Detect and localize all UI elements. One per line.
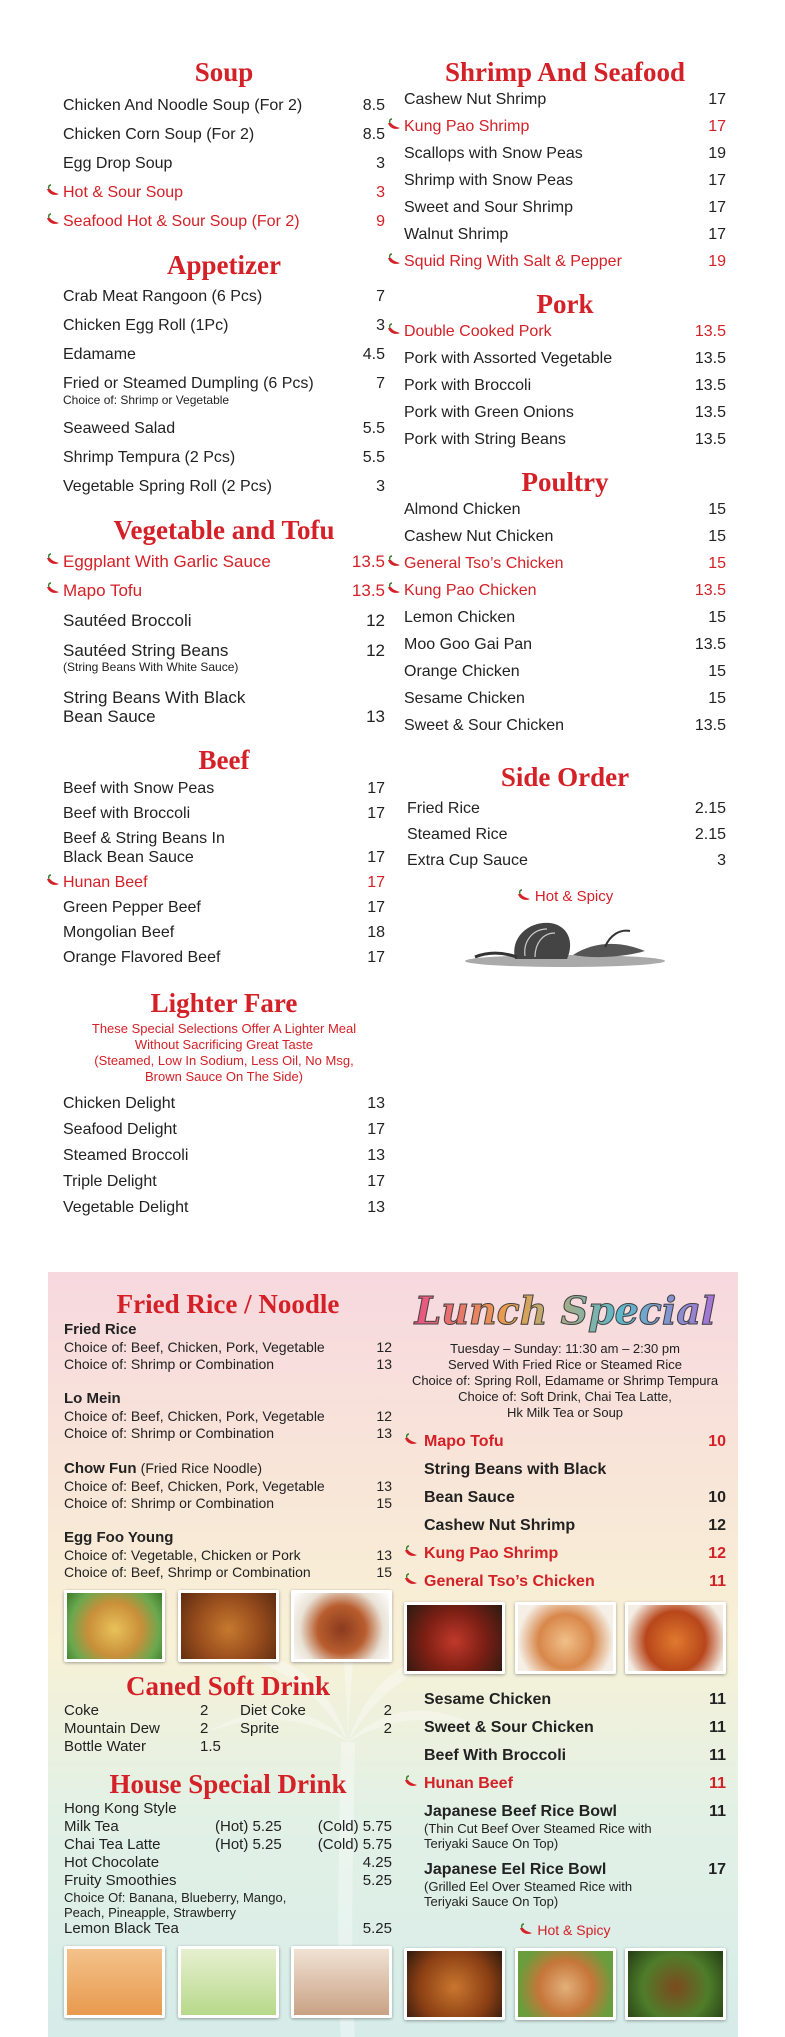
menu-item: Edamame 4.5 bbox=[63, 346, 385, 363]
poultry-title: Poultry bbox=[521, 467, 609, 497]
lunch-item-spicy: Mapo Tofu 10 bbox=[404, 1432, 726, 1451]
lunch-item: Bean Sauce 10 bbox=[424, 1489, 726, 1506]
soup-section bbox=[63, 56, 385, 231]
chili-pepper-icon bbox=[387, 253, 401, 267]
menu-item-spicy: Kung Pao Shrimp 17 bbox=[404, 117, 726, 136]
drink-photo bbox=[291, 1946, 392, 2018]
fried-rice-noodle-column bbox=[64, 1288, 392, 2018]
menu-item: Chicken Corn Soup (For 2) 8.5 bbox=[63, 126, 385, 143]
menu-item: Seaweed Salad 5.5 bbox=[63, 420, 385, 437]
chili-pepper-icon bbox=[387, 323, 401, 337]
beef-section bbox=[63, 744, 385, 967]
seafood-title: Shrimp And Seafood bbox=[444, 57, 686, 87]
chili-pepper-icon bbox=[46, 874, 60, 888]
left-menu-column bbox=[63, 56, 385, 1217]
menu-item-spicy: Squid Ring With Salt & Pepper 19 bbox=[404, 252, 726, 271]
menu-item: Extra Cup Sauce 3 bbox=[407, 852, 726, 869]
drink-photo bbox=[178, 1946, 279, 2018]
food-photo bbox=[404, 1602, 505, 1674]
lunch-special-info: Tuesday – Sunday: 11:30 am – 2:30 pm Served With Fried Rice or Steamed Rice Choice of: Spring Roll, Edamame or Shrimp Tempura Choice of: Soft Drink, Chai Tea Latte, Hk Milk Tea or Soup bbox=[411, 1341, 719, 1420]
vegetable-tofu-section bbox=[63, 514, 385, 726]
vegetable-tofu-title: Vegetable and Tofu bbox=[113, 515, 335, 545]
menu-item: Sautéed String Beans (String Beans With White Sauce) 12 bbox=[63, 641, 385, 674]
drink-photos bbox=[64, 1946, 392, 2018]
lunch-photos-bottom bbox=[404, 1948, 726, 2020]
chili-pepper-icon bbox=[387, 555, 401, 569]
lunch-item-spicy: Hunan Beef 11 bbox=[404, 1774, 726, 1793]
chili-pepper-icon bbox=[387, 118, 401, 132]
menu-item-spicy: Seafood Hot & Sour Soup (For 2) 9 bbox=[63, 212, 385, 231]
menu-item: Shrimp Tempura (2 Pcs) 5.5 bbox=[63, 449, 385, 466]
menu-item: Pork with Assorted Vegetable 13.5 bbox=[404, 350, 726, 367]
poultry-section bbox=[404, 466, 726, 735]
menu-item: Scallops with Snow Peas 19 bbox=[404, 145, 726, 162]
menu-item: Beef & String Beans In Black Bean Sauce 17 bbox=[63, 830, 385, 866]
menu-item: Fried Rice 2.15 bbox=[407, 800, 726, 817]
lunch-special-column bbox=[404, 1288, 726, 2020]
menu-group: Fried Rice Choice of: Beef, Chicken, Pork, Vegetable 12 Choice of: Shrimp or Combination 13 bbox=[64, 1321, 392, 1372]
menu-item: Vegetable Delight 13 bbox=[63, 1199, 385, 1216]
menu-item: Pork with String Beans 13.5 bbox=[404, 431, 726, 448]
lunch-item: Sesame Chicken 11 bbox=[424, 1691, 726, 1708]
chili-pepper-icon bbox=[404, 1433, 418, 1447]
menu-item-spicy: Hunan Beef 17 bbox=[63, 873, 385, 892]
chili-pepper-icon bbox=[404, 1545, 418, 1559]
noodle-photos bbox=[64, 1590, 392, 1662]
lunch-list-a bbox=[404, 1432, 726, 1591]
drink-photo bbox=[64, 1946, 165, 2018]
menu-item: Orange Chicken 15 bbox=[404, 663, 726, 680]
soft-drink-title: Caned Soft Drink bbox=[125, 1671, 331, 1701]
menu-item-spicy: Hot & Sour Soup 3 bbox=[63, 183, 385, 202]
menu-item-spicy: Double Cooked Pork 13.5 bbox=[404, 322, 726, 341]
menu-item: Sesame Chicken 15 bbox=[404, 690, 726, 707]
menu-item: Steamed Rice 2.15 bbox=[407, 826, 726, 843]
menu-item: Almond Chicken 15 bbox=[404, 501, 726, 518]
menu-item-spicy: Mapo Tofu 13.5 bbox=[63, 581, 385, 600]
chili-pepper-icon bbox=[46, 213, 60, 227]
lunch-item: String Beans with Black bbox=[424, 1461, 607, 1478]
menu-group: Chow Fun (Fried Rice Noodle) Choice of: Beef, Chicken, Pork, Vegetable 13 Choice of: Shrimp or Combination 15 bbox=[64, 1460, 392, 1511]
lighter-fare-note: These Special Selections Offer A Lighter Meal bbox=[91, 1021, 357, 1036]
lunch-item: Japanese Beef Rice Bowl 11 bbox=[424, 1803, 726, 1820]
menu-item: Sweet and Sour Shrimp 17 bbox=[404, 199, 726, 216]
menu-item: Crab Meat Rangoon (6 Pcs) 7 bbox=[63, 288, 385, 305]
pork-section bbox=[404, 288, 726, 449]
menu-item: Mongolian Beef 18 bbox=[63, 924, 385, 941]
menu-item: Beef with Broccoli 17 bbox=[63, 805, 385, 822]
menu-item: Sautéed Broccoli 12 bbox=[63, 611, 385, 630]
menu-item: Chicken And Noodle Soup (For 2) 8.5 bbox=[63, 97, 385, 114]
house-drink-title: House Special Drink bbox=[109, 1769, 347, 1799]
menu-item: Fried or Steamed Dumpling (6 Pcs) Choice of: Shrimp or Vegetable 7 bbox=[63, 375, 385, 407]
food-photo bbox=[64, 1590, 165, 1662]
food-photo bbox=[178, 1590, 279, 1662]
appetizer-title: Appetizer bbox=[167, 250, 281, 280]
menu-item: Cashew Nut Chicken 15 bbox=[404, 528, 726, 545]
soft-drink-list: Coke 2 Diet Coke 2 Mountain Dew 2 Sprite 2 Bottle Water 1.5 bbox=[64, 1702, 392, 1755]
chili-pepper-icon bbox=[46, 582, 60, 596]
food-photo bbox=[515, 1602, 616, 1674]
food-photo bbox=[404, 1948, 505, 2020]
menu-item: Vegetable Spring Roll (2 Pcs) 3 bbox=[63, 478, 385, 495]
menu-item: Egg Drop Soup 3 bbox=[63, 155, 385, 172]
food-photo bbox=[625, 1948, 726, 2020]
menu-item-spicy: Eggplant With Garlic Sauce 13.5 bbox=[63, 552, 385, 571]
right-menu-column bbox=[404, 56, 726, 971]
menu-item: Beef with Snow Peas 17 bbox=[63, 780, 385, 797]
hot-spicy-legend: Hot & Spicy bbox=[404, 888, 726, 905]
menu-item: Sweet & Sour Chicken 13.5 bbox=[404, 717, 726, 734]
appetizer-section bbox=[63, 249, 385, 496]
chili-pepper-icon bbox=[46, 553, 60, 567]
lighter-fare-section bbox=[63, 987, 385, 1217]
chili-pepper-icon bbox=[387, 582, 401, 596]
soup-title: Soup bbox=[194, 57, 254, 87]
lunch-item: Beef With Broccoli 11 bbox=[424, 1747, 726, 1764]
menu-item: Moo Goo Gai Pan 13.5 bbox=[404, 636, 726, 653]
menu-group: Egg Foo Young Choice of: Vegetable, Chicken or Pork 13 Choice of: Beef, Shrimp or Combination 15 bbox=[64, 1529, 392, 1580]
menu-item: String Beans With Black Bean Sauce 13 bbox=[63, 688, 385, 726]
menu-item: Cashew Nut Shrimp 17 bbox=[404, 91, 726, 108]
chili-pepper-icon bbox=[517, 889, 531, 903]
menu-item-spicy: Kung Pao Chicken 13.5 bbox=[404, 581, 726, 600]
chili-pepper-icon bbox=[404, 1775, 418, 1789]
specials-panel bbox=[48, 1272, 738, 2037]
hot-spicy-legend: Hot & Spicy bbox=[404, 1922, 726, 1938]
menu-item: Pork with Green Onions 13.5 bbox=[404, 404, 726, 421]
seafood-section bbox=[404, 56, 726, 271]
lunch-item: Japanese Eel Rice Bowl 17 bbox=[424, 1861, 726, 1878]
menu-group: Lo Mein Choice of: Beef, Chicken, Pork, Vegetable 12 Choice of: Shrimp or Combination 13 bbox=[64, 1390, 392, 1441]
lunch-item-spicy: Kung Pao Shrimp 12 bbox=[404, 1544, 726, 1563]
lunch-item: Cashew Nut Shrimp 12 bbox=[424, 1517, 726, 1534]
lunch-item: Sweet & Sour Chicken 11 bbox=[424, 1719, 726, 1736]
menu-item: Chicken Egg Roll (1Pc) 3 bbox=[63, 317, 385, 334]
house-drink-list: Hong Kong Style Milk Tea (Hot) 5.25 (Cold) 5.75 Chai Tea Latte (Hot) 5.25 (Cold) 5.75 Hot Chocolate 4.25 Fruity Smoothies 5.25 Choice Of: Banana, Blueberry, Mango, Peach, Pineapple, Strawberry Lemon Black Tea 5.25 bbox=[64, 1800, 392, 1937]
menu-item: Lemon Chicken 15 bbox=[404, 609, 726, 626]
beef-title: Beef bbox=[198, 745, 250, 775]
chili-pepper-icon bbox=[46, 184, 60, 198]
side-order-section bbox=[404, 761, 726, 870]
lighter-fare-note: Brown Sauce On The Side) bbox=[144, 1069, 303, 1084]
vegetables-illustration bbox=[455, 911, 675, 971]
menu-item: Seafood Delight 17 bbox=[63, 1121, 385, 1138]
menu-item: Green Pepper Beef 17 bbox=[63, 899, 385, 916]
lunch-list-b: Sesame Chicken 11 Sweet & Sour Chicken 11 Beef With Broccoli 11 Hunan Beef 11 Japanese Beef Rice Bowl 11 (Thin Cut Beef Over Steamed Rice with Teriyaki Sauce On Top) Japanese Eel Rice Bowl 17 (Grilled Eel Over Steamed Rice with Teriyaki Sauce On Top) bbox=[404, 1690, 726, 1909]
menu-item: Steamed Broccoli 13 bbox=[63, 1147, 385, 1164]
lunch-special-title: Lunch Special bbox=[404, 1288, 726, 1334]
menu-item: Walnut Shrimp 17 bbox=[404, 226, 726, 243]
pork-title: Pork bbox=[536, 289, 594, 319]
food-photo bbox=[515, 1948, 616, 2020]
fried-rice-noodle-title: Fried Rice / Noodle bbox=[116, 1289, 340, 1319]
chili-pepper-icon bbox=[519, 1923, 533, 1937]
chili-pepper-icon bbox=[404, 1573, 418, 1587]
lunch-item-spicy: General Tso’s Chicken 11 bbox=[404, 1572, 726, 1591]
lighter-fare-note: (Steamed, Low In Sodium, Less Oil, No Msg, bbox=[94, 1053, 354, 1068]
menu-item: Chicken Delight 13 bbox=[63, 1095, 385, 1112]
menu-item: Pork with Broccoli 13.5 bbox=[404, 377, 726, 394]
menu-item-spicy: General Tso’s Chicken 15 bbox=[404, 554, 726, 573]
food-photo bbox=[625, 1602, 726, 1674]
menu-item: Shrimp with Snow Peas 17 bbox=[404, 172, 726, 189]
lighter-fare-title: Lighter Fare bbox=[150, 988, 298, 1018]
lunch-photos bbox=[404, 1602, 726, 1674]
side-order-title: Side Order bbox=[500, 762, 630, 792]
menu-item: Triple Delight 17 bbox=[63, 1173, 385, 1190]
food-photo bbox=[291, 1590, 392, 1662]
lighter-fare-note: Without Sacrificing Great Taste bbox=[134, 1037, 314, 1052]
menu-item: Orange Flavored Beef 17 bbox=[63, 949, 385, 966]
